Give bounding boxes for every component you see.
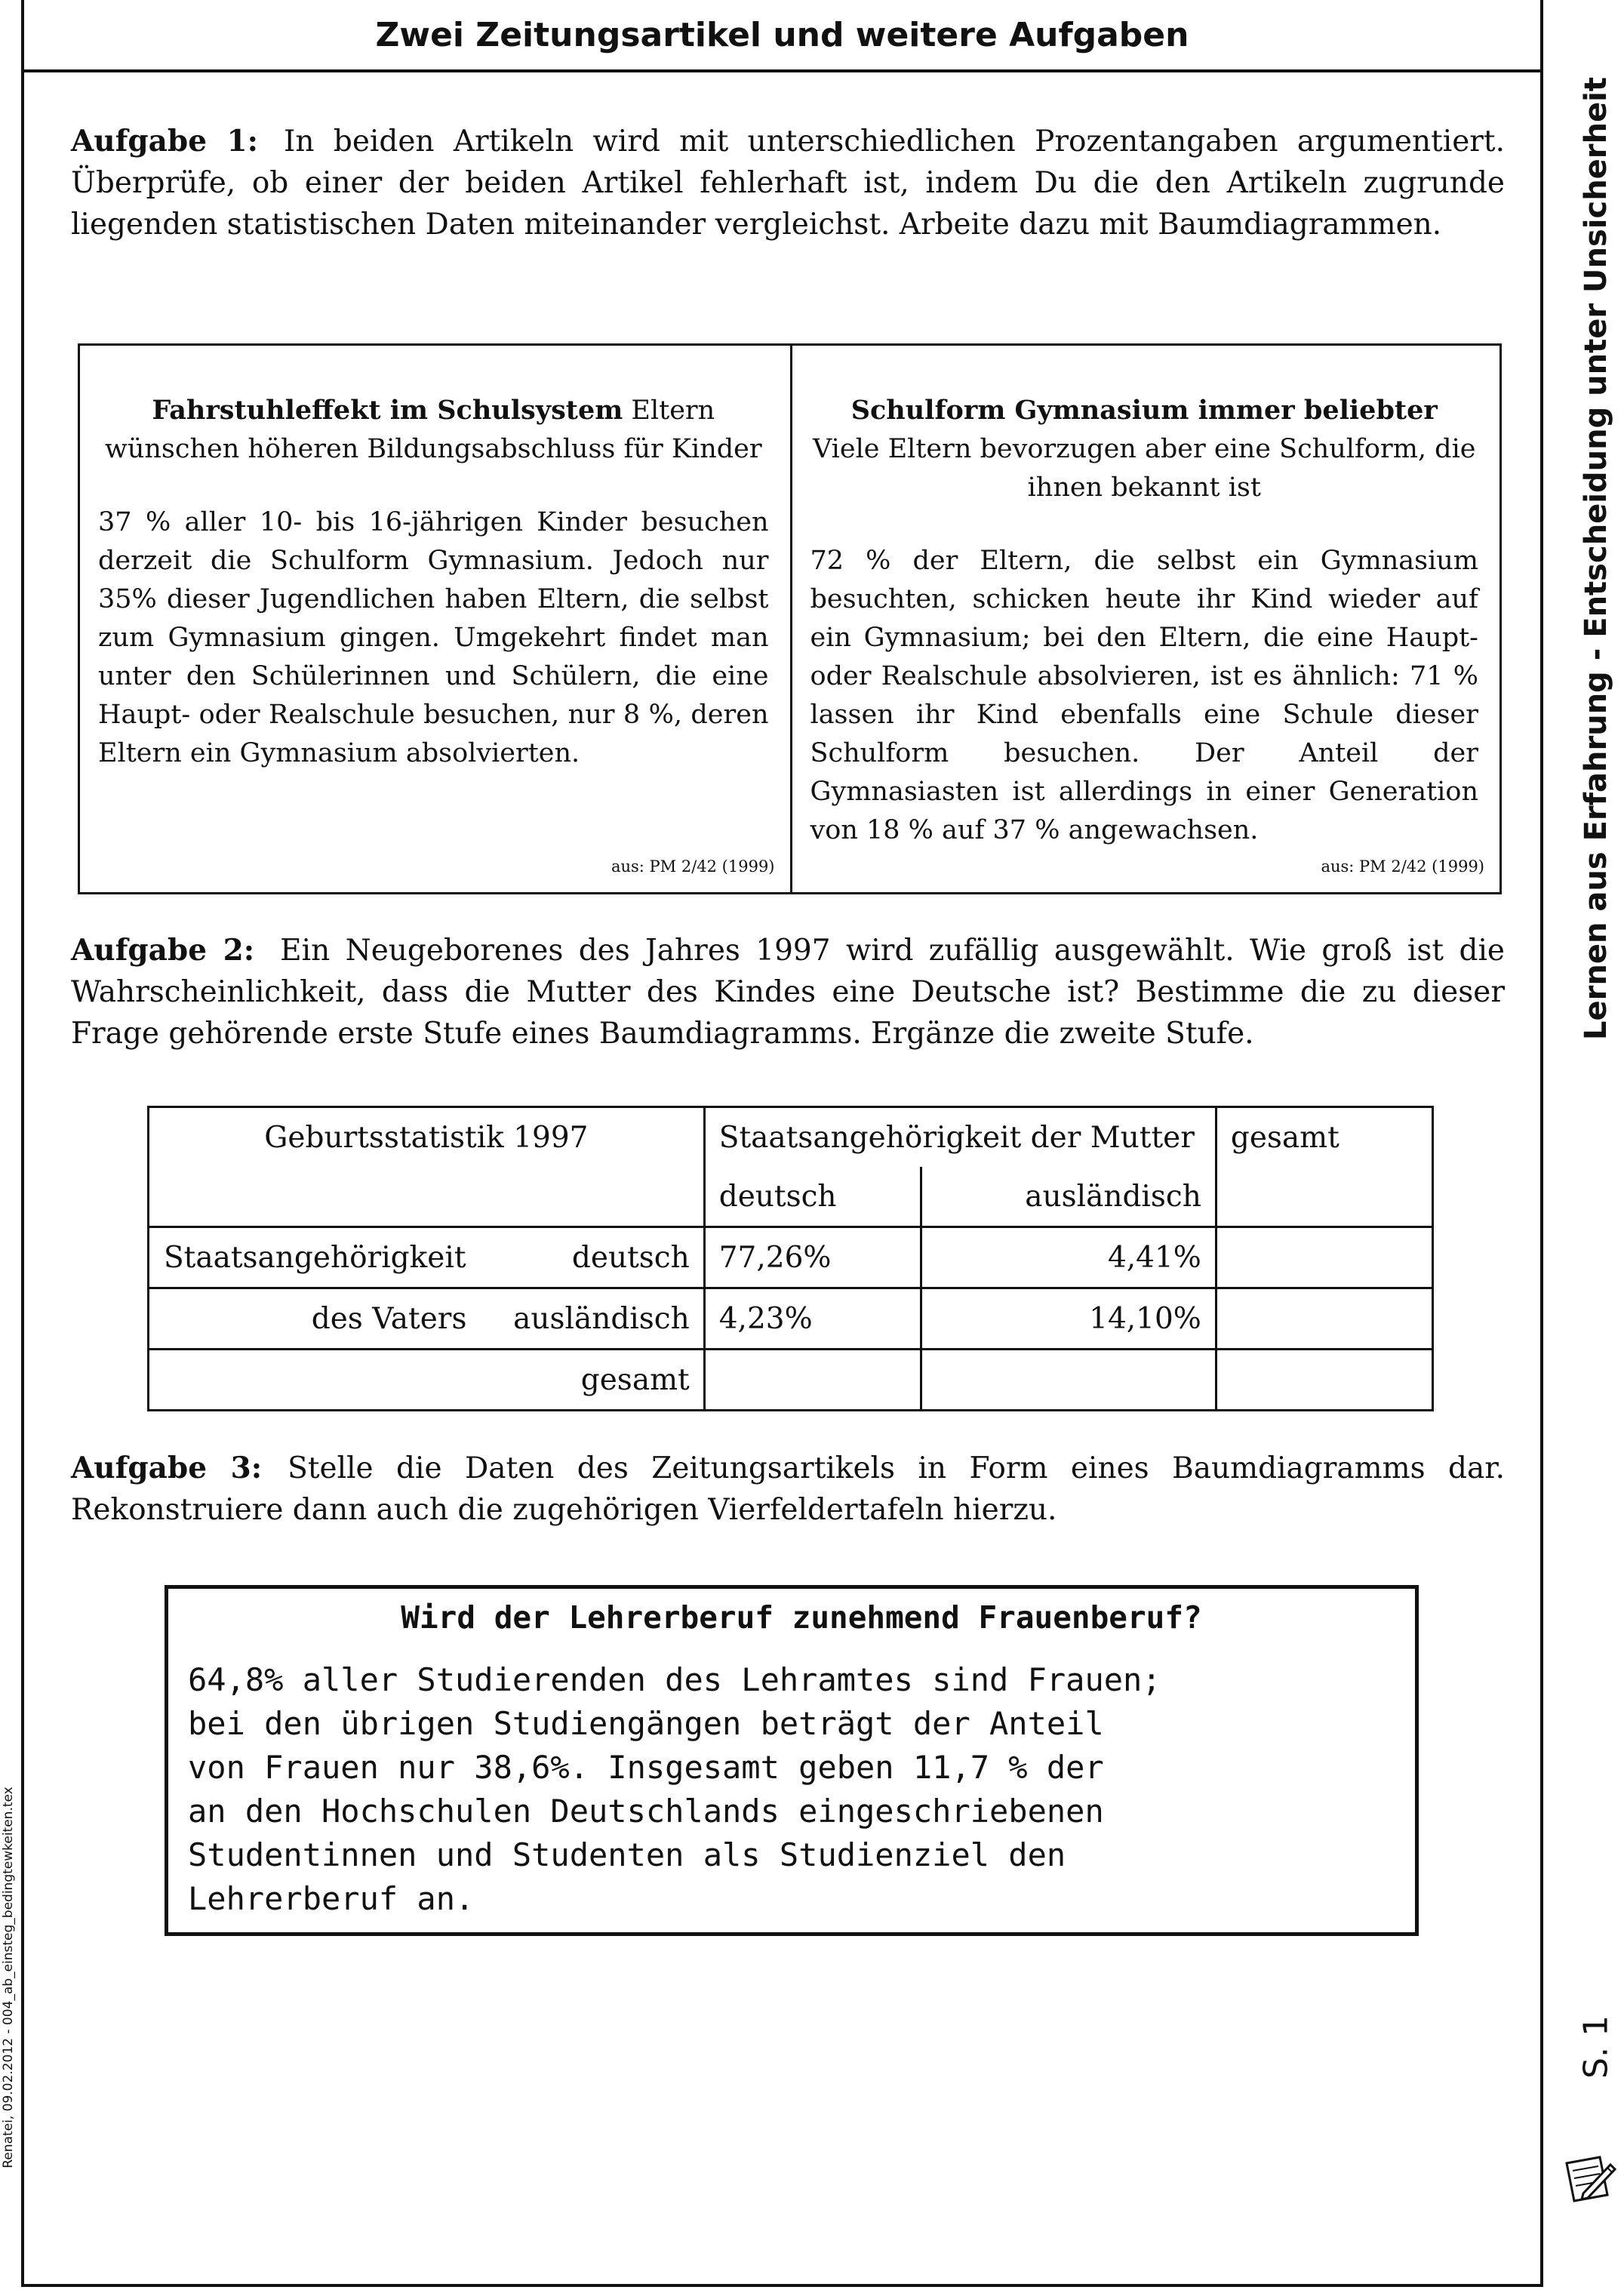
article-left-subline: Eltern wünschen höheren Bildungsabschluss für Kinder <box>104 396 762 464</box>
article-left <box>80 346 790 892</box>
task-1 <box>71 121 1505 245</box>
cell-foreign-foreign: 14,10% <box>921 1288 1216 1350</box>
task-2 <box>71 930 1505 1054</box>
article-left-headline: Fahrstuhleffekt im Schulsystem <box>152 395 623 426</box>
task-1-label: Aufgabe 1: <box>71 124 259 159</box>
side-title: Lernen aus Erfahrung - Entscheidung unter Unsicherheit <box>1579 77 1613 1040</box>
task-2-label: Aufgabe 2: <box>71 933 255 968</box>
task-3-text: Stelle die Daten des Zeitungsartikels in Form eines Baumdiagramms dar. Rekonstruiere dann auch die zugehörigen Vierfeldertafeln hierzu. <box>71 1451 1505 1527</box>
teacher-article-body: 64,8% aller Studierenden des Lehramtes sind Frauen; bei den übrigen Studiengängen beträgt der Anteil von Frauen nur 38,6%. Insgesamt geben 11,7 % der an den Hochschulen Deutschlands eingeschriebenen Studentinnen und Studenten als Studienziel den Lehrerberuf an. <box>188 1661 1161 1917</box>
task-3-label: Aufgabe 3: <box>71 1451 263 1485</box>
cell-german-foreign: 4,41% <box>921 1227 1216 1288</box>
article-right-headline: Schulform Gymnasium immer beliebter <box>850 395 1438 426</box>
col-mother-foreign: ausländisch <box>921 1167 1216 1227</box>
row-group-line2: des Vaters <box>149 1288 481 1350</box>
row-group-line1: Staatsangehörigkeit <box>149 1227 481 1288</box>
cell-german-german: 77,26% <box>704 1227 921 1288</box>
page-title: Zwei Zeitungsartikel und weitere Aufgaben <box>21 0 1543 72</box>
birth-statistics-table <box>147 1106 1434 1411</box>
row-father-foreign: ausländisch <box>480 1288 704 1350</box>
article-box <box>78 343 1502 894</box>
article-left-source: aus: PM 2/42 (1999) <box>611 857 775 876</box>
row-father-german: deutsch <box>480 1227 704 1288</box>
pencil-paper-icon <box>1561 2150 1618 2207</box>
article-right-body: 72 % der Eltern, die selbst ein Gymnasium besuchten, schicken heute ihr Kind wieder auf ein Gymnasium; bei den Eltern, die eine Haupt- oder Realschule absolvieren, ist es ähnlich: 71 % lassen ihr Kind ebenfalls eine Schule dieser Schulform besuchen. Der Anteil der Gymnasiasten ist allerdings in einer Generation von 18 % auf 37 % angewachsen. <box>810 546 1478 845</box>
article-left-body: 37 % aller 10- bis 16-jährigen Kinder besuchen derzeit die Schulform Gymnasium. Jedoch nur 35% dieser Jugendlichen haben Eltern, die selbst zum Gymnasium gingen. Umgekehrt findet man unter den Schülerinnen und Schülern, die eine Haupt- oder Realschule besuchen, nur 8 %, deren Eltern ein Gymnasium absolvierten. <box>98 507 769 768</box>
table-corner-title: Geburtsstatistik 1997 <box>149 1107 705 1168</box>
table-column-group: Staatsangehörigkeit der Mutter <box>704 1107 1216 1168</box>
table-total-header: gesamt <box>1216 1107 1432 1168</box>
article-right-head <box>810 391 1479 507</box>
cell-foreign-german: 4,23% <box>704 1288 921 1350</box>
article-right <box>790 346 1500 892</box>
page-number: S. 1 <box>1576 2015 1616 2079</box>
article-right-source: aus: PM 2/42 (1999) <box>1321 857 1484 876</box>
article-left-head <box>98 391 769 469</box>
task-1-text: In beiden Artikeln wird mit unterschiedlichen Prozentangaben argumentiert. Überprüfe, ob einer der beiden Artikel fehlerhaft ist, indem Du die den Artikeln zugrunde liegenden statistischen Daten miteinander vergleichst. Arbeite dazu mit Baumdiagrammen. <box>71 125 1506 242</box>
teacher-article-box <box>165 1585 1419 1936</box>
file-note: Renatei, 09.02.2012 - 004_ab_einsteg_bedingtewkeiten.tex <box>1 1787 16 2168</box>
row-total: gesamt <box>480 1350 704 1411</box>
task-3 <box>71 1448 1505 1531</box>
teacher-article-headline: Wird der Lehrerberuf zunehmend Frauenberuf? <box>401 1599 1202 1636</box>
task-2-text: Ein Neugeborenes des Jahres 1997 wird zufällig ausgewählt. Wie groß ist die Wahrscheinlichkeit, dass die Mutter des Kindes eine Deutsche ist? Bestimme die zu dieser Frage gehörende erste Stufe eines Baumdiagramms. Ergänze die zweite Stufe. <box>71 934 1506 1051</box>
article-right-subline: Viele Eltern bevorzugen aber eine Schulform, die ihnen bekannt ist <box>813 434 1476 503</box>
col-mother-german: deutsch <box>704 1167 921 1227</box>
